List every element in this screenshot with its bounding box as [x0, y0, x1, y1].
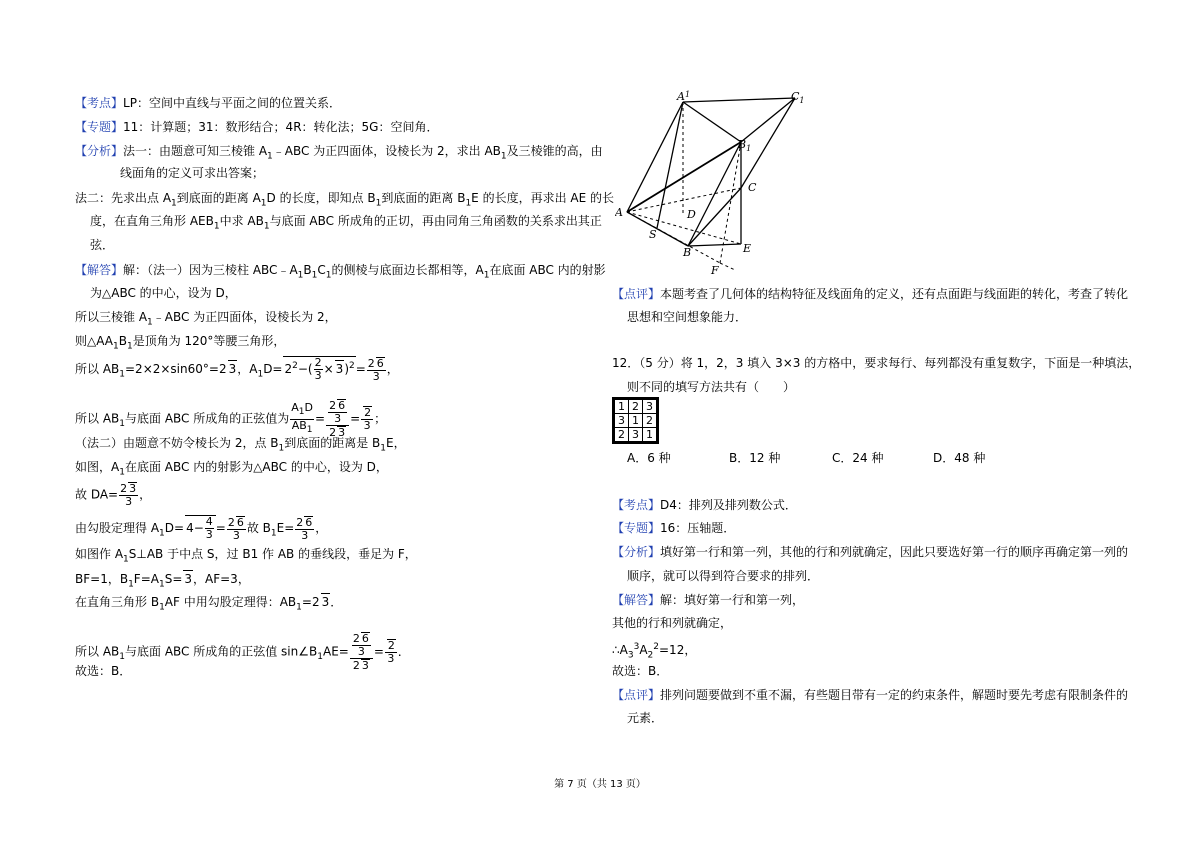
fa2-line-2: 度，在直角三角形 $AEB_1$中求 $AB_1$与底面 ABC 所成角的正切，再由同角三角函数的关系求出其正 [90, 214, 602, 232]
jieda-tag: 【解答】 [75, 263, 124, 277]
text: 是顶角为 120°等腰三角形， [132, 334, 286, 348]
line-5: 所以 $AB_1=2\times 2\times\sin 60^\circ=2$ 3，$A_1D= 2^2-$( $\frac{2}{3}$ × 3)$^2$= $\frac{2 6}{3}$ ， [75, 356, 399, 383]
grid-row [615, 414, 657, 428]
text: 在直角三角形 B [75, 595, 160, 609]
grid-cell: 2 [615, 428, 629, 442]
dianping2-line-1 [612, 687, 1128, 703]
grid-cell: 3 [629, 428, 643, 442]
text: 中求 AB [219, 214, 264, 228]
text: D= [263, 362, 283, 376]
kaodian-tag: 【考点】 [612, 498, 661, 512]
line-9: 故 DA= $\frac{2 3}{3}$ ， [75, 482, 152, 508]
text: 解：（法一）因为三棱柱 ABC﹣A [123, 263, 298, 277]
text: D 的长度，即知点 B [266, 191, 376, 205]
text: ∴A [612, 643, 628, 657]
grid-row [615, 428, 657, 442]
kaodian-text: LP：空间中直线与平面之间的位置关系． [123, 96, 341, 110]
jieda-tag: 【解答】 [612, 593, 661, 607]
text: 与底面 ABC 所成角的正切，再由同角三角函数的关系求出其正 [269, 214, 602, 228]
text: =2 [301, 595, 320, 609]
text: 如图作 A [75, 547, 124, 561]
dianping-line-2: 思想和空间想象能力． [627, 310, 748, 324]
label-A: A [615, 206, 623, 219]
zhuanti2-line [612, 520, 735, 536]
option-b: B．12 种 [729, 451, 781, 465]
kaodian2-line [612, 497, 797, 513]
zhuanti-text: 11：计算题；31：数形结合；4R：转化法；5G：空间角． [123, 120, 439, 134]
text: E= [276, 521, 295, 535]
text: 的侧棱与底面边长都相等，A [331, 263, 484, 277]
line-6: 所以 $AB_1$与底面 ABC 所成角的正弦值为 $\frac{A_1D}{AB_1}$ = $\frac{\frac{2 6}{3}}{2 3}$ = $\frac{2}{3}$ ； [75, 399, 387, 439]
text: 16：压轴题． [660, 521, 736, 535]
grid-cell: 3 [615, 414, 629, 428]
fenxi-line-1: 【分析】法一：由题意可知三棱锥 $A_1﹣ABC$ 为正四面体，设棱长为 2，求出 $AB_1$及三棱锥的高，由 [75, 144, 603, 162]
text: 法一：由题意可知三棱锥 A [123, 144, 268, 158]
text: 如图，A [75, 460, 120, 474]
text: 则△AA [75, 334, 113, 348]
label-C1: $C_1$ [791, 90, 805, 105]
text: 本题考查了几何体的结构特征及线面角的定义，还有点面距与线面距的转化，考查了转化 [660, 287, 1129, 301]
grid-cell: 2 [629, 400, 643, 414]
zhuanti-tag: 【专题】 [612, 521, 661, 535]
line-11: 如图作 $A_1S\perp AB$ 于中点 S，过 B1 作 AB 的垂线段，垂足为 F， [75, 547, 417, 565]
line-10: 由勾股定理得 $A_1D= 4-$ $\frac{4}{3}$ = $\frac{2 6}{3}$ 故 $B_1E=$ $\frac{2 6}{3}$ ， [75, 515, 328, 542]
label-S: S [649, 228, 657, 241]
jieda2-line-2: 其他的行和列就确定， [612, 616, 733, 630]
text: 由勾股定理得 A [75, 521, 160, 535]
line-3: 所以三棱锥 $A_1﹣ABC$ 为正四面体，设棱长为 2， [75, 310, 337, 328]
page-footer: 第 7 页（共 13 页） [554, 779, 646, 790]
jieda2-line-4: 故选：B． [612, 664, 669, 678]
option-a: A．6 种 [627, 451, 671, 465]
grid-cell: 1 [629, 414, 643, 428]
option-c: C．24 种 [832, 451, 884, 465]
text: 到底面的距离是 B [284, 436, 381, 450]
label-B: B [683, 246, 692, 259]
text: 所以 AB [75, 411, 120, 426]
text: 填好第一行和第一列，其他的行和列就确定，因此只要选好第一行的顺序再确定第一列的 [660, 545, 1129, 559]
text: 排列问题要做到不重不漏，有些题目带有一定的约束条件，解题时要先考虑有限制条件的 [660, 688, 1129, 702]
text: 在底面 ABC 内的射影 [489, 263, 606, 277]
label-D: D [687, 208, 696, 221]
fa2-line-3: 弦． [90, 238, 115, 252]
text: 在底面 ABC 内的射影为△ABC 的中心，设为 D， [124, 460, 388, 474]
kaodian-tag: 【考点】 [75, 96, 124, 110]
jieda-line-1: 【解答】解：（法一）因为三棱柱 $ABC﹣A_1B_1C_1$的侧棱与底面边长都相等，$A_1$在底面 ABC 内的射影 [75, 263, 606, 281]
jieda-line-2: 为△ABC 的中心，设为 D， [90, 286, 237, 300]
text: ，AF=3， [193, 572, 250, 586]
line-15: 故选：B． [75, 664, 132, 678]
label-B1: $B_1$ [738, 138, 752, 153]
grid-cell: 3 [643, 400, 657, 414]
line-13: 在直角三角形 $B_1AF$ 中用勾股定理得：$AB_1=2$ 3． [75, 595, 343, 613]
grid-cell: 1 [643, 428, 657, 442]
zhuanti-tag: 【专题】 [75, 120, 124, 134]
label-C: C [748, 181, 757, 194]
text: 故 DA= [75, 487, 119, 502]
number-grid [614, 399, 657, 442]
dianping-tag: 【点评】 [612, 688, 661, 702]
dianping-line-1 [612, 286, 1128, 302]
fa2-line-1: 法二：先求出点 $A_1$到底面的距离 $A_1D$ 的长度，即知点 $B_1$到底面的距离 $B_1E$ 的长度，再求出 AE 的长 [75, 191, 614, 209]
grid-cell: 2 [643, 414, 657, 428]
line-8: 如图，$A_1$在底面 ABC 内的射影为△ABC 的中心，设为 D， [75, 460, 388, 478]
grid-row [615, 400, 657, 414]
text: ﹣ABC 为正四面体，设棱长为 2， [152, 310, 337, 324]
fenxi-line-2: 线面角的定义可求出答案； [120, 166, 265, 180]
text: 所以 AB [75, 644, 120, 659]
label-E: E [743, 242, 752, 255]
label-A1: $A^1$ [677, 90, 691, 103]
text: ﹣ABC 为正四面体，设棱长为 2，求出 AB [272, 144, 501, 158]
prism-figure [615, 88, 815, 278]
text: （法二）由题意不妨令棱长为 2，点 B [75, 436, 279, 450]
option-d: D．48 种 [933, 451, 986, 465]
text: D4：排列及排列数公式． [660, 498, 797, 512]
text: 及三棱锥的高，由 [506, 144, 603, 158]
label-F: F [711, 264, 719, 277]
dianping-tag: 【点评】 [612, 287, 661, 301]
text: S⊥AB 于中点 S，过 B1 作 AB 的垂线段，垂足为 F， [128, 547, 417, 561]
text: 到底面的距离 A [176, 191, 261, 205]
text: S= [164, 572, 183, 586]
text: AF 中用勾股定理得：AB [164, 595, 297, 609]
text: =12， [659, 643, 697, 657]
text: ，A [237, 362, 258, 376]
dianping2-line-2: 元素． [627, 711, 664, 725]
grid-cell: 1 [615, 400, 629, 414]
line-4: 则$\triangle AA_1B_1$是顶角为 120°等腰三角形， [75, 334, 286, 352]
line-12: BF=1，$B_1F=A_1S= 3$，AF=3， [75, 572, 250, 590]
line-14: 所以 $AB_1$与底面 ABC 所成角的正弦值 $\sin\angle B_1AE=$ $\frac{\frac{2 6}{3}}{2 3}$ = $\frac{2}{3}$ ． [75, 632, 410, 672]
text: AE= [322, 644, 349, 659]
fenxi2-line-2: 顺序，就可以得到符合要求的排列． [627, 569, 820, 583]
text: 故 B [246, 521, 271, 535]
text: 度，在直角三角形 AEB [90, 214, 214, 228]
text: 与底面 ABC 所成角的正弦值 sin∠B [125, 644, 318, 659]
line-7: （法二）由题意不妨令棱长为 2，点 $B_1$到底面的距离是 $B_1E$， [75, 436, 406, 454]
q12-line-1: 12．（5 分）将 1，2，3 填入 3×3 的方格中，要求每行、每列都没有重复数字，下面是一种填法， [612, 356, 1141, 370]
zhuanti-line [75, 119, 438, 135]
text: 所以三棱锥 A [75, 310, 148, 324]
sqrt-3: 3 [228, 362, 237, 376]
kaodian-line [75, 95, 341, 111]
text: 法二：先求出点 A [75, 191, 172, 205]
text: BF=1，B [75, 572, 129, 586]
text: E 的长度，再求出 AE 的长 [471, 191, 614, 205]
q12-line-2: 则不同的填写方法共有（ ） [627, 380, 796, 394]
text: E， [386, 436, 406, 450]
text: 到底面的距离 B [381, 191, 466, 205]
sqrt-expr: $2^2-$( $\frac{2}{3}$ × 3)$^2$ [284, 356, 355, 382]
fenxi-tag: 【分析】 [612, 545, 661, 559]
text: F=A [133, 572, 159, 586]
fenxi2-line-1 [612, 544, 1128, 560]
fenxi-tag: 【分析】 [75, 144, 124, 158]
text: D= [164, 521, 185, 535]
text: 解：填好第一行和第一列， [660, 593, 805, 607]
text: 与底面 ABC 所成角的正弦值为 [125, 411, 290, 426]
jieda2-line-1 [612, 592, 804, 608]
text: 所以 AB [75, 362, 120, 376]
text: =2×2×sin60°=2 [125, 362, 227, 376]
jieda2-line-3: $\therefore A_3^3A_2^2=12$， [612, 642, 697, 661]
